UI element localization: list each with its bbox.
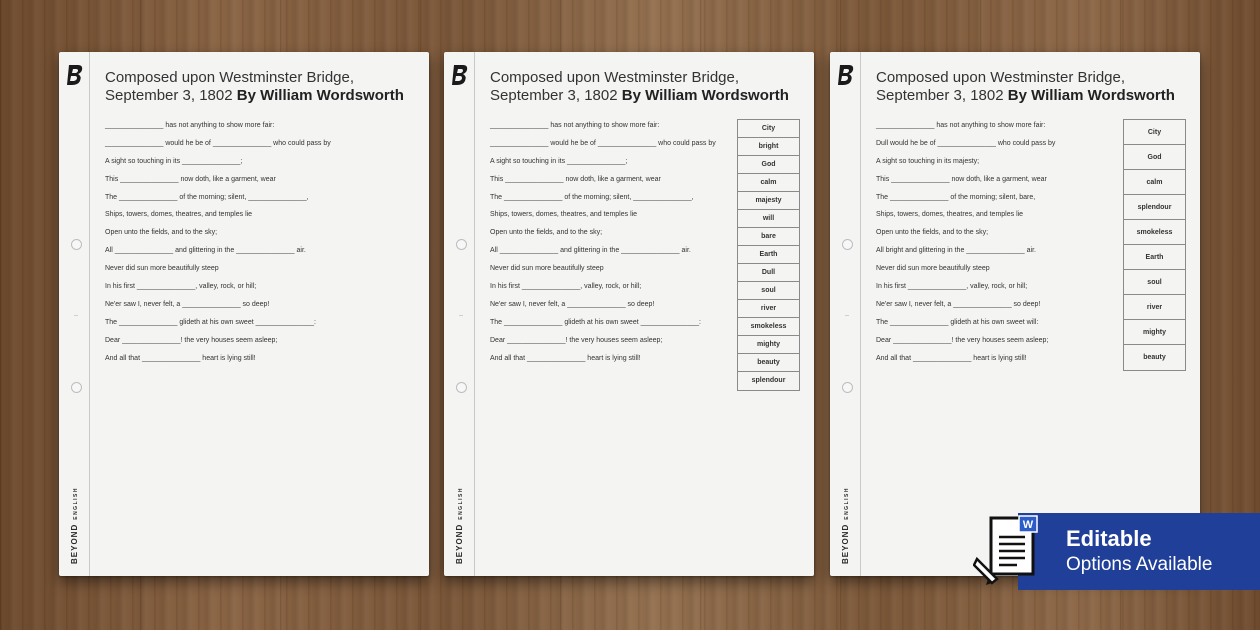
poem-line: Ne'er saw I, never felt, a _______________ so deep!	[490, 300, 655, 308]
poem-line: The _______________ glideth at his own sweet _______________:	[490, 318, 701, 326]
worksheet-title: Composed upon Westminster Bridge, September 3, 1802 By William Wordsworth	[490, 69, 789, 104]
word-bank-item: smokeless	[738, 318, 799, 336]
poem-line: All _______________ and glittering in the _______________ air.	[490, 247, 691, 255]
word-document-edit-icon	[973, 515, 1053, 587]
poem-line: The _______________ of the morning; silent, bare,	[876, 193, 1036, 201]
badge-title: Editable	[1066, 526, 1152, 551]
margin-line	[474, 52, 475, 576]
word-bank-item: beauty	[1143, 354, 1166, 361]
brand-vertical: BEYONDENGLISH	[841, 487, 850, 564]
poem-line: _______________ has not anything to show more fair:	[876, 122, 1046, 129]
poem-line: Ne'er saw I, never felt, a _______________ so deep!	[105, 300, 270, 308]
worksheet-title: Composed upon Westminster Bridge, September 3, 1802 By William Wordsworth	[876, 69, 1175, 104]
poem-line: Ships, towers, domes, theatres, and temples lie	[105, 211, 253, 219]
poem-line: A sight so touching in its majesty;	[876, 157, 980, 165]
word-bank-item: splendour	[751, 377, 786, 384]
poem-line: Open unto the fields, and to the sky;	[105, 229, 218, 237]
word-bank-item: City	[1124, 120, 1185, 145]
word-bank-item: City	[738, 120, 799, 138]
poem-line: The _______________ of the morning; silent, _______________,	[490, 193, 694, 201]
punch-hole	[842, 382, 853, 393]
poem-line: _______________ would he be of _______________ who could pass by	[490, 139, 716, 147]
poem-line: Dear _______________! the very houses seem asleep;	[490, 336, 663, 344]
margin-line	[860, 52, 861, 576]
badge-subtitle: Options Available	[1066, 554, 1213, 575]
punch-hole	[456, 382, 467, 393]
poem-line: The _______________ of the morning; silent, _______________,	[105, 193, 309, 201]
word-bank-item: river	[738, 300, 799, 318]
poem-line: Dull would he be of _______________ who could pass by	[876, 139, 1056, 147]
poem-line: _______________ has not anything to show more fair:	[105, 122, 275, 129]
poem-line: Ships, towers, domes, theatres, and temples lie	[876, 211, 1024, 219]
word-bank-item: Dull	[738, 264, 799, 282]
poem-line: Ne'er saw I, never felt, a _______________ so deep!	[876, 300, 1041, 308]
poem-line: _______________ has not anything to show more fair:	[490, 122, 660, 129]
poem-line: This _______________ now doth, like a garment, wear	[876, 175, 1047, 183]
poem-line: In his first _______________, valley, rock, or hill;	[876, 283, 1028, 291]
word-bank-item: calm	[738, 174, 799, 192]
word-bank-item: beauty	[738, 354, 799, 372]
poem-line: This _______________ now doth, like a garment, wear	[105, 175, 276, 183]
worksheet-3	[830, 52, 1200, 576]
poem-line: And all that _______________ heart is lying still!	[876, 354, 1027, 362]
editable-options-badge	[1018, 513, 1260, 590]
poem-line: Dear _______________! the very houses seem asleep;	[876, 336, 1049, 344]
poem-line: Ships, towers, domes, theatres, and temples lie	[490, 211, 638, 219]
punch-hole	[71, 239, 82, 250]
poem-line: All _______________ and glittering in the _______________ air.	[105, 247, 306, 255]
beyond-logo-icon	[451, 64, 469, 86]
poem-line: A sight so touching in its _______________;	[490, 157, 628, 165]
fold-mark	[845, 315, 849, 316]
worksheet-1	[59, 52, 429, 576]
poem-line: And all that _______________ heart is lying still!	[105, 354, 256, 362]
poem-lines	[105, 117, 355, 367]
word-bank-item: smokeless	[1124, 220, 1185, 245]
margin-line	[89, 52, 90, 576]
poem-line: Dear _______________! the very houses seem asleep;	[105, 336, 278, 344]
word-bank-item: bright	[738, 138, 799, 156]
word-bank-item: splendour	[1124, 195, 1185, 220]
poem-line: This _______________ now doth, like a garment, wear	[490, 175, 661, 183]
poem-line: Never did sun more beautifully steep	[105, 265, 219, 273]
punch-hole	[842, 239, 853, 250]
word-bank-item: majesty	[738, 192, 799, 210]
poem-line: The _______________ glideth at his own sweet _______________:	[105, 318, 316, 326]
word-bank	[737, 119, 800, 391]
word-bank-item: God	[1124, 145, 1185, 170]
brand-vertical: BEYONDENGLISH	[70, 487, 79, 564]
poem-line: Open unto the fields, and to the sky;	[490, 229, 603, 237]
punch-hole	[71, 382, 82, 393]
poem-lines	[876, 117, 1126, 367]
word-bank-item: will	[738, 210, 799, 228]
word-bank-item: bare	[738, 228, 799, 246]
svg-text:W: W	[1022, 519, 1034, 531]
word-bank-item: river	[1124, 295, 1185, 320]
word-bank-item: soul	[1124, 270, 1185, 295]
poem-line: In his first _______________, valley, rock, or hill;	[490, 283, 642, 291]
beyond-logo-icon	[837, 64, 855, 86]
poem-line: All bright and glittering in the _______________ air.	[876, 247, 1036, 255]
punch-hole	[456, 239, 467, 250]
poem-lines	[490, 117, 740, 367]
poem-line: Open unto the fields, and to the sky;	[876, 229, 989, 237]
poem-line: _______________ would he be of _______________ who could pass by	[105, 139, 331, 147]
poem-line: A sight so touching in its _______________;	[105, 157, 243, 165]
worksheet-2	[444, 52, 814, 576]
worksheet-title: Composed upon Westminster Bridge, September 3, 1802 By William Wordsworth	[105, 69, 404, 104]
fold-mark	[74, 315, 78, 316]
poem-line: And all that _______________ heart is lying still!	[490, 354, 641, 362]
word-bank-item: Earth	[738, 246, 799, 264]
fold-mark	[459, 315, 463, 316]
beyond-logo-icon	[66, 64, 84, 86]
poem-line: The _______________ glideth at his own sweet will:	[876, 318, 1039, 326]
poem-line: In his first _______________, valley, rock, or hill;	[105, 283, 257, 291]
poem-line: Never did sun more beautifully steep	[490, 265, 604, 273]
word-bank-item: mighty	[738, 336, 799, 354]
poem-line: Never did sun more beautifully steep	[876, 265, 990, 273]
word-bank-item: God	[738, 156, 799, 174]
word-bank-item: soul	[738, 282, 799, 300]
word-bank-item: Earth	[1124, 245, 1185, 270]
brand-vertical: BEYONDENGLISH	[455, 487, 464, 564]
word-bank-item: calm	[1124, 170, 1185, 195]
word-bank	[1123, 119, 1186, 371]
word-bank-item: mighty	[1124, 320, 1185, 345]
